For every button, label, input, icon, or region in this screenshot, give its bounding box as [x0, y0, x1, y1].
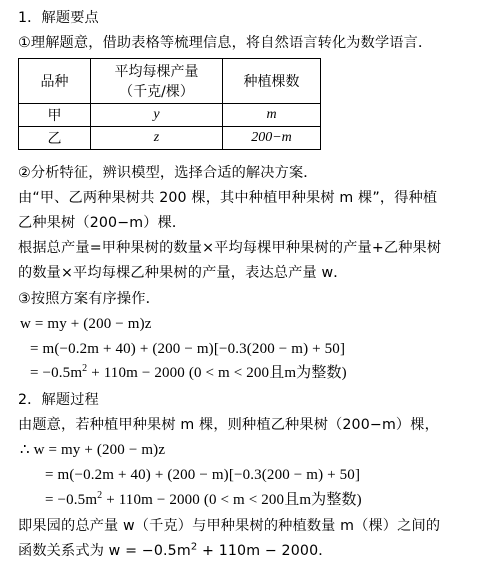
table-header-row — [19, 59, 321, 104]
equation2-line3-a: = −0.5m — [45, 492, 98, 508]
header-variety: 品种 — [19, 59, 91, 104]
cell-yield-z: z — [91, 127, 223, 150]
header-avg-yield-line2: （千克/棵） — [119, 84, 194, 100]
equation2-line3-c: + 110m − 2000 (0 < m < 200且m为整数) — [102, 492, 362, 508]
cell-count-200-m: 200−m — [223, 127, 321, 150]
step3-text: ③按照方案有序操作． — [18, 291, 160, 307]
header-avg-yield — [91, 59, 223, 104]
equation2-line3-exp: 2 — [97, 490, 103, 501]
cell-yield-y: y — [91, 104, 223, 127]
table-row — [19, 104, 321, 127]
equation1-line3-exp: 2 — [82, 363, 88, 374]
section1-heading: 1．解题要点 — [18, 10, 99, 26]
section2-heading: 2．解题过程 — [18, 392, 99, 408]
step1-text: ①理解题意，借助表格等梳理信息，将自然语言转化为数学语言． — [18, 35, 433, 51]
cell-count-m: m — [223, 104, 321, 127]
equation2-line2: = m(−0.2m + 40) + (200 − m)[−0.3(200 − m) + 50] — [45, 467, 361, 483]
section2-line2: 即果园的总产量 w（千克）与甲种果树的种植数量 m（棵）之间的 — [18, 518, 441, 534]
analysis-line3: 根据总产量=甲种果树的数量×平均每棵甲种果树的产量+乙种果树 — [18, 240, 442, 256]
analysis-line2: 乙种果树（200−m）棵． — [18, 215, 187, 231]
equation1-line3-c: + 110m − 2000 (0 < m < 200且m为整数) — [87, 365, 347, 381]
step2-text: ②分析特征，辨识模型，选择合适的解决方案． — [18, 165, 318, 181]
info-table — [18, 58, 321, 150]
analysis-line4: 的数量×平均每棵乙种果树的产量，表达总产量 w． — [18, 265, 348, 281]
equation2-line1: ∴ w = my + (200 − m)z — [20, 442, 166, 458]
header-tree-count: 种植棵数 — [223, 59, 321, 104]
cell-variety-jia: 甲 — [19, 104, 91, 127]
header-avg-yield-line1: 平均每棵产量 — [114, 64, 199, 80]
section2-line3-a: 函数关系式为 w = −0.5m — [18, 543, 191, 559]
equation1-line1: w = my + (200 − m)z — [20, 316, 152, 332]
equation1-line2: = m(−0.2m + 40) + (200 − m)[−0.3(200 − m) + 50] — [30, 341, 346, 357]
cell-variety-yi: 乙 — [19, 127, 91, 150]
equation1-line3-a: = −0.5m — [30, 365, 83, 381]
section2-line3 — [18, 541, 333, 561]
section2-line3-c: + 110m − 2000． — [197, 543, 333, 559]
analysis-line1: 由“甲、乙两种果树共 200 棵，其中种植甲种果树 m 棵”，得种植 — [18, 190, 438, 206]
equation1-line3 — [30, 363, 347, 383]
section2-line1: 由题意，若种植甲种果树 m 棵，则种植乙种果树（200−m）棵， — [18, 417, 439, 433]
equation2-line3 — [45, 490, 362, 510]
table-row — [19, 127, 321, 150]
section2-line3-exp: 2 — [190, 541, 198, 553]
